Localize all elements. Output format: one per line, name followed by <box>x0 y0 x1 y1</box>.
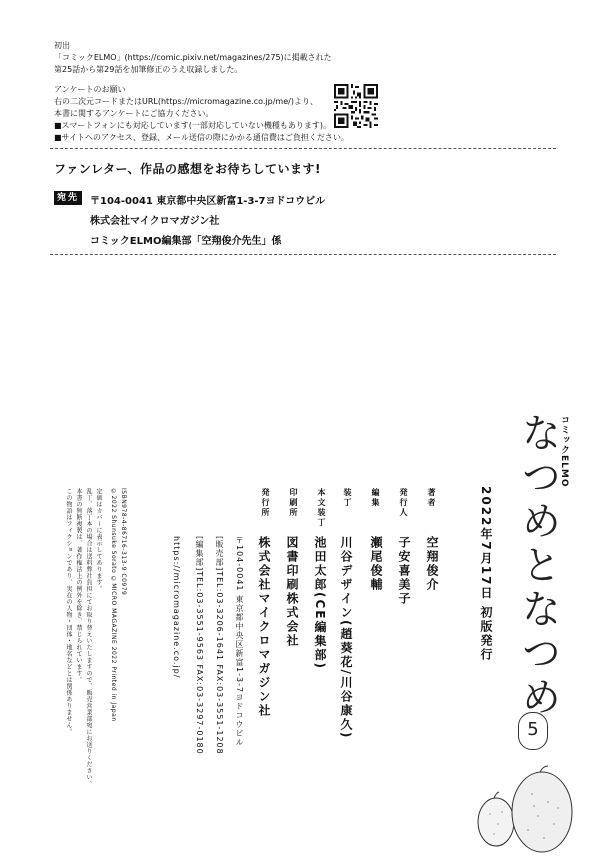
price-note: 定価はカバーに表示してあります。 <box>95 488 102 592</box>
edition-date: 2022年7月17日 <box>479 486 493 601</box>
publisher-name: 株式会社マイクロマガジン社 <box>257 536 271 718</box>
binding-name: 川谷デザイン(趙葵花/川谷康久) <box>339 536 353 740</box>
fanletter-address: 〒104-0041 東京都中央区新富1-3-7ヨドコウビル <box>90 196 326 207</box>
publisher-person-label: 発行人 <box>399 488 408 518</box>
printer-label: 印刷所 <box>289 488 298 518</box>
first-publication-line-1: 「コミックELMO」(https://comic.pixiv.net/magazines/275)に掲載された <box>54 53 332 62</box>
author-label: 著者 <box>427 488 436 508</box>
first-publication-line-2: 第25話から第29話を加筆修正のうえ収録しました。 <box>54 65 243 74</box>
survey-line-3: ■スマートフォンにも対応しています(一部対応していない機種もあります)。 <box>54 121 331 130</box>
sales-contact: [販売部]TEL:03-3206-1641 FAX:03-3551-1208 <box>215 536 224 755</box>
copyright: ©2022 Shunsuke Sorato ©MICRO MAGAZINE 2022 Printed in Japan <box>110 488 117 722</box>
text-design-name: 池田太郎(CE編集部) <box>313 536 327 670</box>
printer-name: 図書印刷株式会社 <box>285 536 299 648</box>
edition-label: 初版発行 <box>479 606 493 662</box>
series-name: コミックELMO <box>559 415 569 488</box>
publisher-address: 〒104-0041 東京都中央区新富1-3-7ヨドコウビル <box>235 536 244 748</box>
editor-label: 編集 <box>371 488 380 508</box>
address-badge: 宛先 <box>54 191 82 205</box>
publisher-person-name: 子安喜美子 <box>397 536 411 606</box>
editor-name: 瀬尾俊輔 <box>369 536 383 592</box>
copyright-law-note: 本書の無断複製は、著作権法上の例外を除き、禁じられています。 <box>75 488 82 683</box>
text-design-label: 本文装丁 <box>317 488 326 528</box>
replacement-note: 乱丁、落丁本の場合は送料弊社負担にてお取り替えいたしますので、販売営業部宛にお送りください。 <box>85 488 92 787</box>
qr-code-icon[interactable] <box>334 84 378 128</box>
survey-line-2: 本書に関するアンケートにご協力ください。 <box>54 109 214 118</box>
fanletter-company: 株式会社マイクロマガジン社 <box>90 216 220 227</box>
survey-heading: アンケートのお願い <box>54 85 126 94</box>
volume-badge: 5 <box>518 712 548 750</box>
publisher-url[interactable]: https://micromagazine.co.jp/ <box>172 536 181 679</box>
survey-line-4: ■サイトへのアクセス、登録、メール送信の際にかかる通信費はご負担ください。 <box>54 133 349 142</box>
fanletter-lead: ファンレター、作品の感想をお待ちしています! <box>54 162 321 176</box>
fanletter-recipient: コミックELMO編集部「空翔俊介先生」係 <box>90 236 282 247</box>
divider-top <box>50 148 556 149</box>
author-name: 空翔俊介 <box>425 536 439 592</box>
binding-label: 装丁 <box>343 488 352 508</box>
editorial-contact: [編集部]TEL:03-3551-9563 FAX:03-3297-0180 <box>195 536 204 755</box>
divider-bottom <box>50 254 556 255</box>
isbn: ISBN978-4-86716-313-9 C0979 <box>120 488 127 596</box>
book-title: なつめとなつめ <box>515 412 561 720</box>
survey-line-1: 右の二次元コードまたはURL(https://micromagazine.co.jp/me/)より、 <box>54 97 318 106</box>
fiction-note: この物語はフィクションであり、実在の人物・団体・地名などとは関係ありません。 <box>65 488 72 735</box>
fruit-illustration-icon <box>468 764 578 860</box>
first-publication-heading: 初出 <box>54 41 70 50</box>
publisher-label: 発行所 <box>261 488 270 518</box>
